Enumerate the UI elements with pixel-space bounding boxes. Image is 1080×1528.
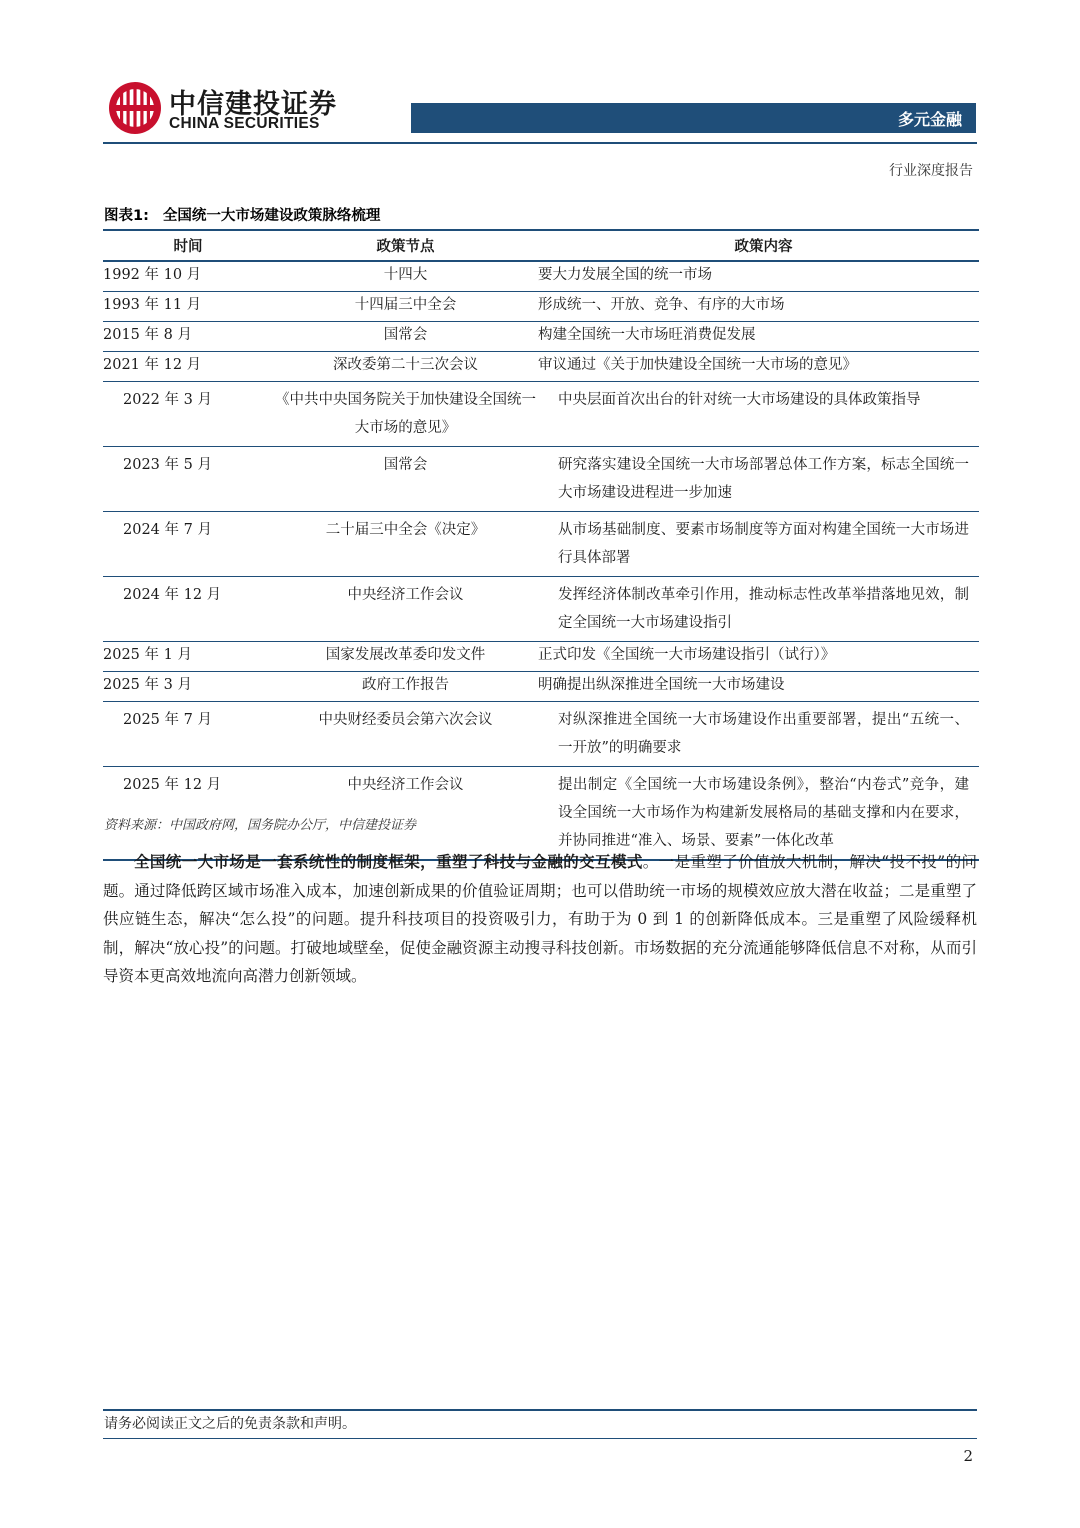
cell-node: 《中共中央国务院关于加快建设全国统一大市场的意见》 bbox=[273, 382, 538, 447]
column-header-node: 政策节点 bbox=[273, 230, 538, 261]
table-row bbox=[103, 261, 979, 292]
cell-time: 2025 年 3 月 bbox=[103, 672, 273, 702]
cell-node: 国家发展改革委印发文件 bbox=[273, 642, 538, 672]
paragraph-lead: 全国统一大市场是一套系统性的制度框架，重塑了科技与金融的交互模式 bbox=[134, 853, 643, 871]
header-divider bbox=[103, 142, 977, 144]
table-row bbox=[103, 447, 979, 512]
cell-node: 十四大 bbox=[273, 261, 538, 292]
cell-time: 2021 年 12 月 bbox=[103, 352, 273, 382]
section-banner bbox=[411, 103, 976, 133]
cell-content: 形成统一、开放、竞争、有序的大市场 bbox=[538, 292, 979, 322]
figure-label: 图表1: bbox=[104, 208, 149, 224]
figure-caption: 全国统一大市场建设政策脉络梳理 bbox=[162, 208, 381, 224]
company-logo bbox=[107, 80, 347, 140]
cell-content: 发挥经济体制改革牵引作用，推动标志性改革举措落地见效，制定全国统一大市场建设指引 bbox=[538, 577, 979, 642]
cell-time: 2023 年 5 月 bbox=[103, 447, 273, 512]
table-row bbox=[103, 352, 979, 382]
cell-node: 中央经济工作会议 bbox=[273, 767, 538, 861]
table-row bbox=[103, 577, 979, 642]
table-header-row bbox=[103, 230, 979, 261]
page-number: 2 bbox=[963, 1447, 973, 1465]
logo-english-name: CHINA SECURITIES bbox=[169, 115, 320, 132]
column-header-content: 政策内容 bbox=[538, 230, 979, 261]
cell-node: 深改委第二十三次会议 bbox=[273, 352, 538, 382]
figure-title bbox=[104, 204, 380, 225]
table-row bbox=[103, 642, 979, 672]
footer-divider-lower bbox=[103, 1438, 977, 1439]
cell-content: 对纵深推进全国统一大市场建设作出重要部署，提出“五统一、一开放”的明确要求 bbox=[538, 702, 979, 767]
cell-time: 2025 年 7 月 bbox=[103, 702, 273, 767]
cell-content: 中央层面首次出台的针对统一大市场建设的具体政策指导 bbox=[538, 382, 979, 447]
cell-time: 2022 年 3 月 bbox=[103, 382, 273, 447]
china-securities-logo-icon bbox=[107, 80, 163, 136]
cell-node: 国常会 bbox=[273, 322, 538, 352]
cell-content: 明确提出纵深推进全国统一大市场建设 bbox=[538, 672, 979, 702]
cell-content: 从市场基础制度、要素市场制度等方面对构建全国统一大市场进行具体部署 bbox=[538, 512, 979, 577]
cell-node: 十四届三中全会 bbox=[273, 292, 538, 322]
cell-time: 1992 年 10 月 bbox=[103, 261, 273, 292]
table-row bbox=[103, 672, 979, 702]
cell-content: 提出制定《全国统一大市场建设条例》，整治“内卷式”竞争，建设全国统一大市场作为构建新发展格局的基础支撑和内在要求，并协同推进“准入、场景、要素”一体化改革 bbox=[538, 767, 979, 861]
cell-content: 要大力发展全国的统一市场 bbox=[538, 261, 979, 292]
cell-content: 正式印发《全国统一大市场建设指引（试行）》 bbox=[538, 642, 979, 672]
table-row bbox=[103, 702, 979, 767]
cell-node: 政府工作报告 bbox=[273, 672, 538, 702]
cell-node: 二十届三中全会《决定》 bbox=[273, 512, 538, 577]
section-title: 多元金融 bbox=[897, 110, 962, 129]
table-row bbox=[103, 512, 979, 577]
column-header-time: 时间 bbox=[103, 230, 273, 261]
report-type: 行业深度报告 bbox=[889, 163, 973, 179]
cell-node: 中央财经委员会第六次会议 bbox=[273, 702, 538, 767]
footer-disclaimer: 请务必阅读正文之后的免责条款和声明。 bbox=[104, 1416, 356, 1432]
cell-node: 国常会 bbox=[273, 447, 538, 512]
cell-content: 研究落实建设全国统一大市场部署总体工作方案，标志全国统一大市场建设进程进一步加速 bbox=[538, 447, 979, 512]
cell-node: 中央经济工作会议 bbox=[273, 577, 538, 642]
policy-table bbox=[103, 229, 979, 861]
figure-source: 资料来源：中国政府网，国务院办公厅，中信建投证券 bbox=[104, 818, 417, 833]
table-row bbox=[103, 322, 979, 352]
cell-time: 2024 年 12 月 bbox=[103, 577, 273, 642]
cell-content: 审议通过《关于加快建设全国统一大市场的意见》 bbox=[538, 352, 979, 382]
cell-time: 1993 年 11 月 bbox=[103, 292, 273, 322]
body-paragraph bbox=[103, 848, 977, 991]
cell-content: 构建全国统一大市场旺消费促发展 bbox=[538, 322, 979, 352]
cell-time: 2025 年 12 月 bbox=[103, 767, 273, 861]
footer-divider bbox=[103, 1409, 977, 1411]
cell-time: 2025 年 1 月 bbox=[103, 642, 273, 672]
paragraph-text: 。一是重塑了价值放大机制，解决“投不投”的问题。通过降低跨区域市场准入成本，加速创新成果的价值验证周期；也可以借助统一市场的规模效应放大潜在收益；二是重塑了供应链生态，解决“怎么投”的问题。提升科技项目的投资吸引力，有助于为 0 到 1 的创新降低成本。三是重塑了风险缓释机制，解决“放心投”的问题。打破地域壁垒，促使金融资源主动搜寻科技创新。市场数据的充分流通能够降低信息不对称，从而引导资本更高效地流向高潜力创新领域。 bbox=[103, 853, 977, 985]
cell-time: 2015 年 8 月 bbox=[103, 322, 273, 352]
cell-time: 2024 年 7 月 bbox=[103, 512, 273, 577]
logo-chinese-name: 中信建投证券 bbox=[169, 89, 337, 120]
table-row bbox=[103, 382, 979, 447]
table-row bbox=[103, 292, 979, 322]
